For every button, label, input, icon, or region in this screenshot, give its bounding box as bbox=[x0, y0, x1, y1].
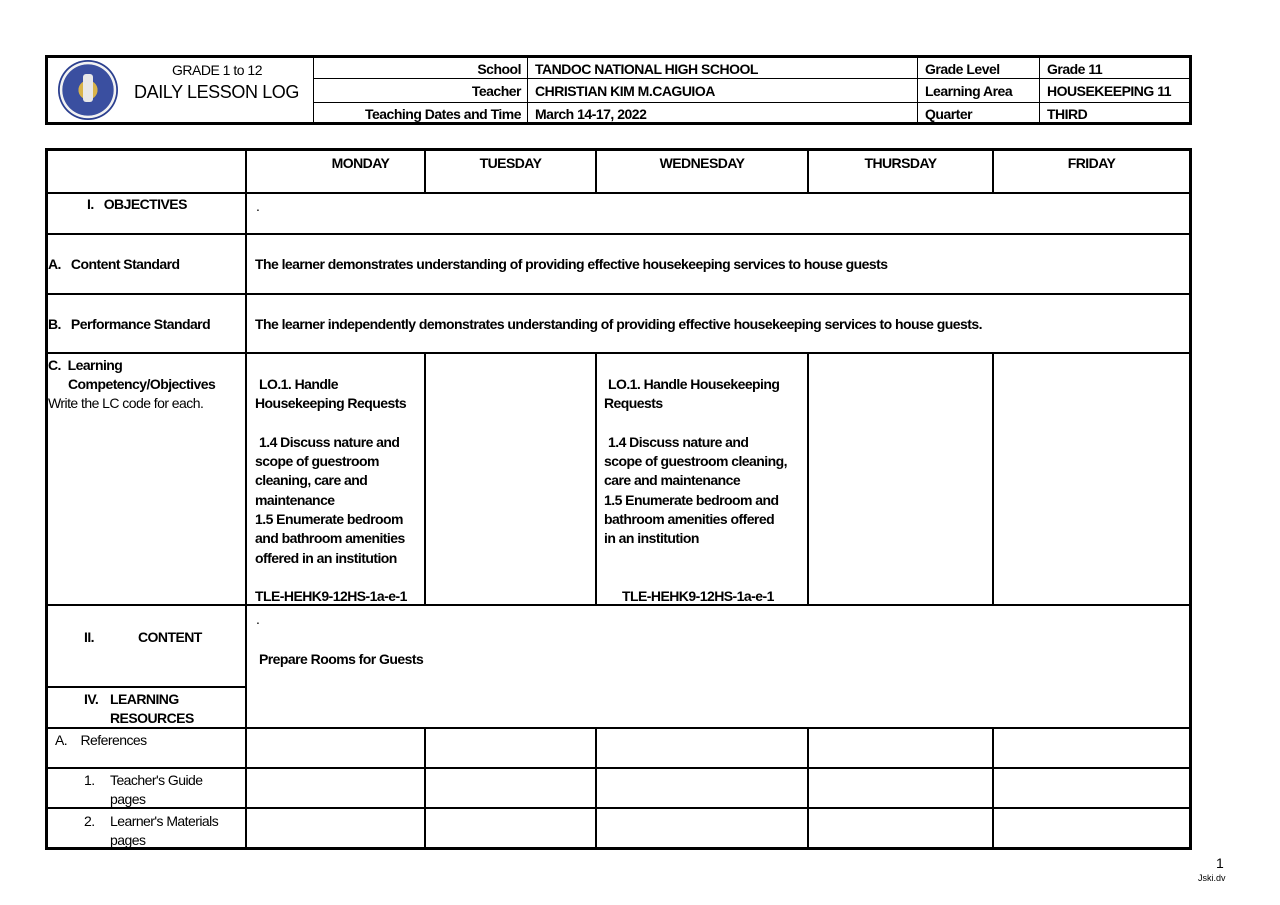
references-label: A. References bbox=[55, 732, 147, 748]
teachers-guide-num: 1. bbox=[84, 772, 95, 788]
grade-level-value: Grade 11 bbox=[1047, 61, 1103, 77]
day-header-monday: MONDAY bbox=[331, 155, 390, 171]
monday-line: 1.5 Enumerate bedroom bbox=[255, 511, 403, 528]
content-dot: . bbox=[256, 611, 260, 627]
learning-area-value: HOUSEKEEPING 11 bbox=[1047, 83, 1171, 99]
resources-label-line1: LEARNING bbox=[110, 691, 179, 707]
quarter-label: Quarter bbox=[925, 106, 973, 122]
competency-label-line2: Competency/Objectives bbox=[68, 376, 216, 392]
performance-standard-label: B. Performance Standard bbox=[48, 316, 211, 332]
deped-seal-icon bbox=[58, 60, 118, 120]
resources-label-line2: RESOURCES bbox=[110, 710, 194, 726]
dates-value: March 14-17, 2022 bbox=[535, 106, 647, 122]
grade-level-label: Grade Level bbox=[925, 61, 1000, 77]
day-header-thursday: THURSDAY bbox=[864, 155, 937, 171]
monday-line: LO.1. Handle bbox=[259, 376, 338, 392]
wednesday-line: care and maintenance bbox=[604, 472, 741, 489]
wednesday-line: bathroom amenities offered bbox=[604, 511, 775, 528]
objectives-value: . bbox=[256, 198, 260, 214]
monday-lc-code: TLE-HEHK9-12HS-1a-e-1 bbox=[255, 588, 407, 604]
wednesday-line: 1.4 Discuss nature and bbox=[608, 433, 749, 450]
teacher-label: Teacher bbox=[471, 83, 521, 99]
grade-range: GRADE 1 to 12 bbox=[172, 62, 262, 78]
log-title: DAILY LESSON LOG bbox=[134, 82, 300, 102]
lesson-log-table bbox=[45, 148, 1192, 850]
wednesday-line: in an institution bbox=[604, 530, 699, 547]
school-label: School bbox=[477, 61, 521, 77]
learners-materials-line1: Learner's Materials bbox=[110, 813, 219, 829]
learners-materials-num: 2. bbox=[84, 813, 95, 829]
learners-materials-line2: pages bbox=[110, 832, 146, 848]
wednesday-lc-code: TLE-HEHK9-12HS-1a-e-1 bbox=[622, 588, 774, 604]
wednesday-line: Requests bbox=[604, 395, 663, 412]
teachers-guide-line2: pages bbox=[110, 791, 146, 807]
wednesday-line: scope of guestroom cleaning, bbox=[604, 453, 787, 470]
quarter-value: THIRD bbox=[1047, 106, 1088, 122]
monday-line: Housekeeping Requests bbox=[255, 395, 407, 412]
monday-line: and bathroom amenities bbox=[255, 530, 405, 547]
day-header-wednesday: WEDNESDAY bbox=[659, 155, 745, 171]
competency-label-line3: Write the LC code for each. bbox=[48, 395, 204, 411]
monday-line: offered in an institution bbox=[255, 549, 397, 566]
content-standard-label: A. Content Standard bbox=[48, 256, 180, 272]
footer-tag: Jski.dv bbox=[1198, 873, 1226, 883]
content-label-num: II. bbox=[84, 629, 95, 645]
wednesday-line: LO.1. Handle Housekeeping bbox=[608, 376, 780, 392]
content-label: CONTENT bbox=[138, 629, 202, 645]
school-value: TANDOC NATIONAL HIGH SCHOOL bbox=[535, 61, 758, 77]
teachers-guide-line1: Teacher's Guide bbox=[110, 772, 203, 788]
competency-label-line1: C. Learning bbox=[48, 357, 123, 373]
page-number: 1 bbox=[1216, 855, 1224, 871]
content-standard-value: The learner demonstrates understanding of providing effective housekeeping services to house guests bbox=[255, 256, 888, 272]
wednesday-line: 1.5 Enumerate bedroom and bbox=[604, 491, 779, 508]
teacher-value: CHRISTIAN KIM M.CAGUIOA bbox=[535, 83, 715, 99]
content-value: Prepare Rooms for Guests bbox=[259, 651, 424, 667]
resources-label-num: IV. bbox=[84, 691, 99, 707]
monday-line: 1.4 Discuss nature and bbox=[259, 433, 400, 450]
monday-line: maintenance bbox=[255, 491, 335, 508]
header-table bbox=[45, 55, 1192, 125]
objectives-label: I. OBJECTIVES bbox=[87, 196, 187, 212]
day-header-tuesday: TUESDAY bbox=[479, 155, 542, 171]
monday-competency bbox=[255, 375, 406, 568]
monday-line: scope of guestroom bbox=[255, 453, 379, 470]
learning-area-label: Learning Area bbox=[925, 83, 1013, 99]
performance-standard-value: The learner independently demonstrates understanding of providing effective housekeeping services to house guests. bbox=[255, 316, 982, 332]
monday-line: cleaning, care and bbox=[255, 472, 368, 489]
wednesday-competency bbox=[604, 375, 787, 549]
dates-label: Teaching Dates and Time bbox=[364, 106, 521, 122]
day-header-friday: FRIDAY bbox=[1067, 155, 1116, 171]
